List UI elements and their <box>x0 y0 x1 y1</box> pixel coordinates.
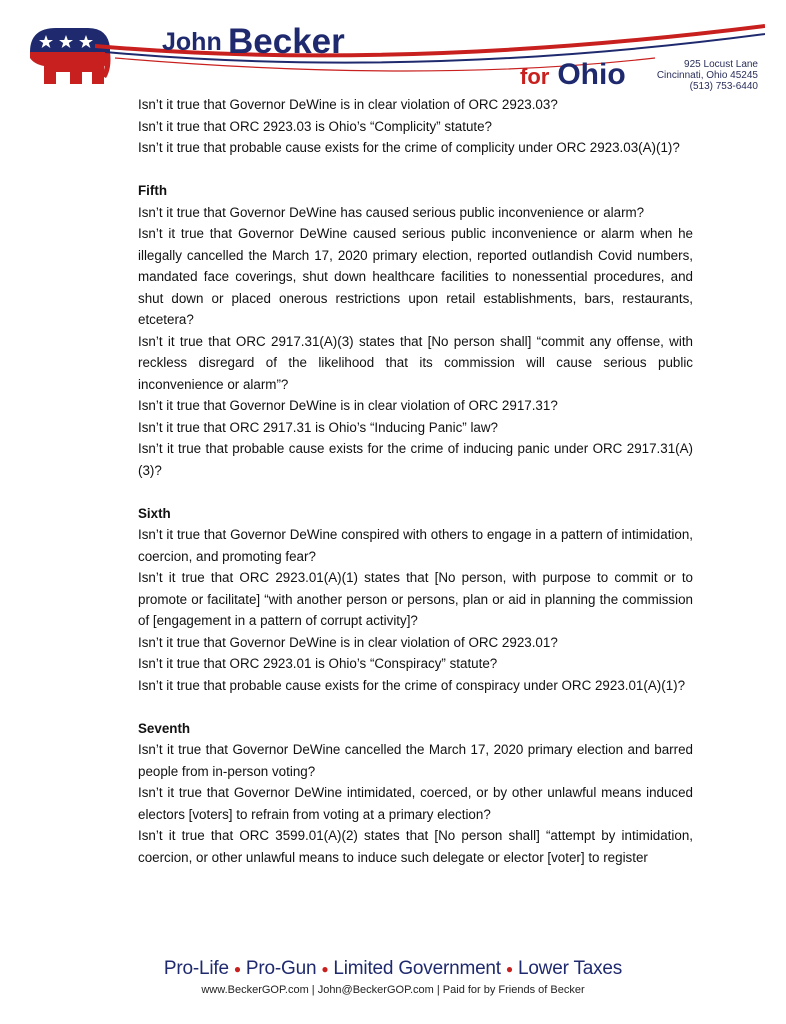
paragraph: Isn’t it true that ORC 3599.01(A)(2) states that [No person shall] “attempt by intimidation, coercion, or other unlawful means to induce such delegate or elector [voter] to register <box>138 828 693 865</box>
paragraph: Isn’t it true that ORC 2917.31(A)(3) states that [No person shall] “commit any offense, with reckless disregard of the likelihood that its commission will cause serious public inconvenience or alarm”? <box>138 333 693 392</box>
address-block <box>640 59 758 92</box>
paragraph: Isn’t it true that probable cause exists for the crime of inducing panic under ORC 2917.31(A)(3)? <box>138 441 693 478</box>
paragraph: Isn’t it true that ORC 2917.31 is Ohio’s “Inducing Panic” law? <box>138 419 498 435</box>
section-heading-fifth: Fifth <box>138 183 167 198</box>
address-street: 925 Locust Lane <box>684 59 758 70</box>
paragraph: Isn’t it true that Governor DeWine conspired with others to engage in a pattern of intimidation, coercion, and promoting fear? <box>138 527 693 564</box>
section-heading-seventh: Seventh <box>138 720 191 736</box>
address-phone: (513) 753-6440 <box>689 81 758 92</box>
bullet-dot-icon: ● <box>321 961 329 976</box>
candidate-last-name: Becker <box>228 22 345 61</box>
paragraph: Isn’t it true that Governor DeWine cancelled the March 17, 2020 primary election and barred people from in-person voting? <box>138 742 693 779</box>
paragraph: Isn’t it true that Governor DeWine is in clear violation of ORC 2923.03? <box>138 97 558 112</box>
paragraph: Isn’t it true that ORC 2923.01(A)(1) states that [No person, with purpose to commit or to promote or facilitate] “with another person or persons, plan or aid in planning the commission of [engagement in a pattern of corrupt activity]? <box>138 570 693 628</box>
paragraph: Isn’t it true that probable cause exists for the crime of conspiracy under ORC 2923.01(A)(1)? <box>138 677 686 693</box>
slogan-lower-taxes: Lower Taxes <box>517 958 623 979</box>
bullet-dot-icon: ● <box>233 961 241 976</box>
paragraph: Isn’t it true that Governor DeWine is in clear violation of ORC 2923.01? <box>138 634 558 650</box>
for-word: for <box>520 64 550 89</box>
footer-contact: www.BeckerGOP.com | John@BeckerGOP.com | Paid for by Friends of Becker <box>201 984 585 996</box>
paragraph: Isn’t it true that probable cause exists for the crime of complicity under ORC 2923.03(A)(1)? <box>138 140 680 155</box>
bullet-dot-icon: ● <box>505 961 513 976</box>
paragraph: Isn’t it true that ORC 2923.01 is Ohio’s “Conspiracy” statute? <box>138 656 498 671</box>
paragraph: Isn’t it true that ORC 2923.03 is Ohio’s “Complicity” statute? <box>138 118 493 134</box>
address-city: Cincinnati, Ohio 45245 <box>656 70 758 81</box>
letterhead <box>0 0 786 100</box>
paragraph: Isn’t it true that Governor DeWine intimidated, coerced, or by other unlawful means induced electors [voters] to refrain from voting at a primary election? <box>138 785 693 822</box>
paragraph: Isn’t it true that Governor DeWine caused serious public inconvenience or alarm when he illegally cancelled the March 17, 2020 primary election, reported outlandish Covid numbers, mandated face coverings, shut down healthcare facilities to nonessential procedures, and shut down or placed onerous restrictions upon retail establishments, bars, restaurants, etcetera? <box>138 226 693 327</box>
section-heading-sixth: Sixth <box>138 505 171 521</box>
slogan-pro-life: Pro-Life <box>163 958 229 979</box>
candidate-first-name: John <box>162 28 222 56</box>
paragraph: Isn’t it true that Governor DeWine has caused serious public inconvenience or alarm? <box>138 204 645 220</box>
letter-body <box>138 94 693 868</box>
footer-slogan <box>0 958 786 980</box>
for-ohio <box>520 58 626 92</box>
paragraph: Isn’t it true that Governor DeWine is in clear violation of ORC 2917.31? <box>138 398 558 413</box>
slogan-pro-gun: Pro-Gun <box>245 958 317 979</box>
state-name: Ohio <box>557 58 626 91</box>
slogan-limited-government: Limited Government <box>333 958 501 979</box>
